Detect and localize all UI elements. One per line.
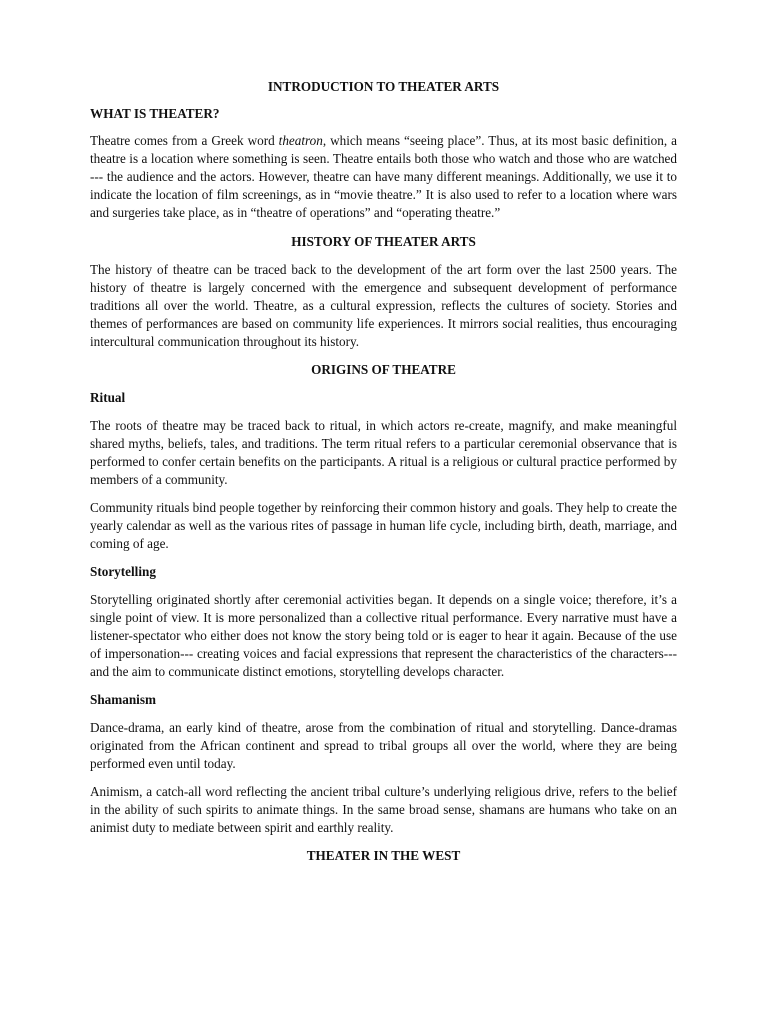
section-heading-theater-in-the-west: THEATER IN THE WEST — [306, 848, 461, 863]
ritual-paragraph-2: Community rituals bind people together by reinforcing their common history and goals. They help to create the yearly calendar as well as the various rites of passage in human life cycle, including birth, death, marriage, and coming of age. — [90, 500, 677, 551]
history-paragraph: The history of theatre can be traced back to the development of the art form over the last 2500 years. The history of theatre is largely concerned with the emergence and subsequent development of performance traditions all over the world. Theatre, as a cultural expression, reflects the cultures of society. Stories and themes of performances are based on community life experiences. It mirrors social realities, thus encouraging intercultural communication throughout its history. — [90, 262, 677, 349]
ritual-paragraph-1: The roots of theatre may be traced back to ritual, in which actors re-create, magnify, and make meaningful shared myths, beliefs, tales, and traditions. The term ritual refers to a particular ceremonial observance that is performed to confer certain benefits on the participants. A ritual is a religious or cultural practice performed by members of a community. — [90, 418, 677, 487]
subheading-storytelling: Storytelling — [90, 564, 156, 579]
italic-term: theatron — [278, 133, 323, 148]
section-heading-origins: ORIGINS OF THEATRE — [311, 362, 456, 377]
shamanism-paragraph-1: Dance-drama, an early kind of theatre, arose from the combination of ritual and storytelling. Dance-dramas originated from the African continent and spread to tribal groups all over the world, where they are being performed even until today. — [90, 720, 677, 771]
document-page — [90, 78, 677, 873]
paragraph-text: Theatre comes from a Greek word — [90, 133, 279, 148]
paragraph-text: , which means “seeing place”. Thus, at its most basic definition, a theatre is a location where something is seen. Theatre entails both those who watch and those who are watched --- the audience and the actors. However, theatre can have many different meanings. Additionally, we use it to indicate the location of film screenings, as in “movie theatre.” It is also used to refer to a location where wars and surgeries take place, as in “theatre of operations” and “operating theatre.” — [90, 133, 677, 220]
shamanism-paragraph-2: Animism, a catch-all word reflecting the ancient tribal culture’s underlying religious drive, refers to the belief in the ability of such spirits to animate things. In the same broad sense, shamans are humans who take on an animist duty to mediate between spirit and earthly reality. — [90, 784, 677, 835]
subheading-ritual: Ritual — [90, 390, 126, 405]
section-heading-history: HISTORY OF THEATER ARTS — [291, 234, 476, 249]
storytelling-paragraph: Storytelling originated shortly after ceremonial activities began. It depends on a single voice; therefore, it’s a single point of view. It is more personalized than a collective ritual performance. Every narrative must have a listener-spectator who either does not know the story being told or is eager to hear it again. Because of the use of impersonation--- creating voices and facial expressions that represent the characteristics of the characters---and the aim to communicate distinct emotions, storytelling develops character. — [90, 592, 677, 679]
subheading-shamanism: Shamanism — [90, 692, 156, 707]
section-heading-what-is-theater: WHAT IS THEATER? — [90, 106, 220, 121]
document-title: INTRODUCTION TO THEATER ARTS — [267, 79, 500, 94]
what-is-theater-paragraph — [90, 132, 677, 222]
